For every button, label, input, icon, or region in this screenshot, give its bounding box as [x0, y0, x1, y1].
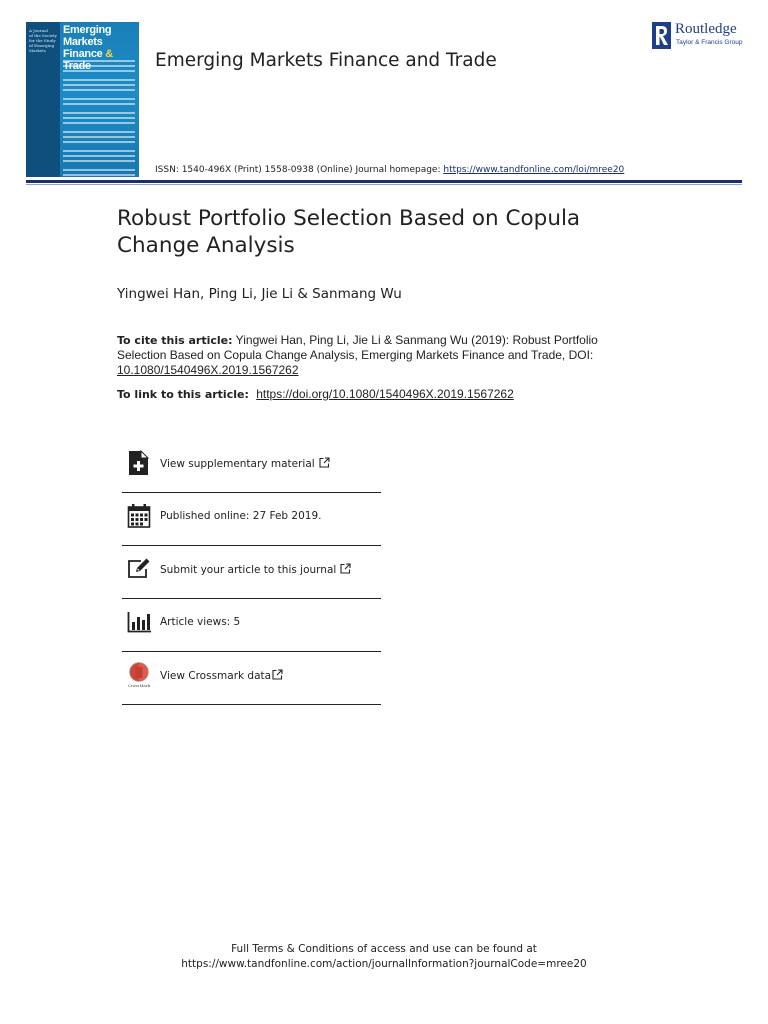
supplementary-label: View supplementary material — [160, 458, 315, 470]
article-doi-link[interactable]: https://doi.org/10.1080/1540496X.2019.1567262 — [256, 387, 514, 401]
calendar-icon — [127, 503, 151, 529]
action-label — [160, 563, 351, 576]
action-label — [160, 457, 330, 470]
journal-cover-image — [26, 22, 139, 177]
cite-text: Yingwei Han, Ping Li, Jie Li & Sanmang Wu (2019): Robust Portfolio Selection Based on Copula Change Analysis, Emerging Markets Finance and Trade, DOI: — [117, 333, 598, 362]
issn-line — [155, 165, 624, 175]
publisher-name: Routledge — [675, 21, 737, 37]
crossmark-icon — [127, 662, 151, 688]
edit-icon — [127, 556, 151, 582]
external-link-icon — [340, 563, 351, 574]
article-views-label: Article views: 5 — [160, 616, 241, 628]
bar-chart-icon — [127, 609, 151, 635]
svg-text:CrossMark: CrossMark — [127, 683, 151, 688]
action-submit-article[interactable] — [122, 546, 381, 599]
action-article-views — [122, 599, 381, 652]
routledge-mark-icon — [652, 22, 671, 49]
cover-side-strip — [26, 22, 60, 177]
publisher-subtitle: Taylor & Francis Group — [676, 39, 743, 46]
cover-title-line2a: Finance — [63, 48, 106, 60]
article-actions-list — [122, 440, 381, 705]
external-link-icon — [272, 669, 283, 680]
header-divider — [26, 180, 742, 183]
cover-contents-lines — [63, 60, 135, 177]
action-supplementary-material[interactable] — [122, 440, 381, 493]
cover-title-line1: Emerging Markets — [63, 24, 112, 48]
crossmark-label: View Crossmark data — [160, 670, 272, 682]
article-authors: Yingwei Han, Ping Li, Jie Li & Sanmang Wu — [117, 286, 402, 302]
cite-label: To cite this article: — [117, 334, 233, 347]
journal-homepage-link[interactable]: https://www.tandfonline.com/loi/mree20 — [443, 165, 625, 175]
publisher-logo[interactable] — [652, 22, 752, 52]
file-plus-icon — [127, 450, 151, 476]
article-link-line — [117, 387, 637, 401]
action-label — [160, 669, 283, 682]
action-crossmark[interactable] — [122, 652, 381, 705]
cite-doi-link[interactable]: 10.1080/1540496X.2019.1567262 — [117, 363, 299, 377]
link-label: To link to this article: — [117, 388, 249, 401]
citation-block — [117, 333, 617, 378]
submit-article-label: Submit your article to this journal — [160, 564, 337, 576]
cover-strip-text: A Journal of the Society for the Study of Emerging Markets — [29, 28, 57, 53]
terms-footer — [0, 942, 768, 972]
journal-title: Emerging Markets Finance and Trade — [155, 50, 497, 71]
cover-title-amp: & — [105, 48, 113, 60]
action-published-online — [122, 493, 381, 546]
terms-url-link[interactable]: https://www.tandfonline.com/action/journalInformation?journalCode=mree20 — [181, 958, 587, 970]
issn-text: ISSN: 1540-496X (Print) 1558-0938 (Online) Journal homepage: — [155, 165, 444, 175]
header-divider-thin — [26, 184, 742, 185]
terms-line: Full Terms & Conditions of access and use can be found at — [231, 943, 537, 955]
external-link-icon — [319, 457, 330, 468]
article-title: Robust Portfolio Selection Based on Copula Change Analysis — [117, 206, 581, 258]
published-online-label: Published online: 27 Feb 2019. — [160, 510, 322, 522]
